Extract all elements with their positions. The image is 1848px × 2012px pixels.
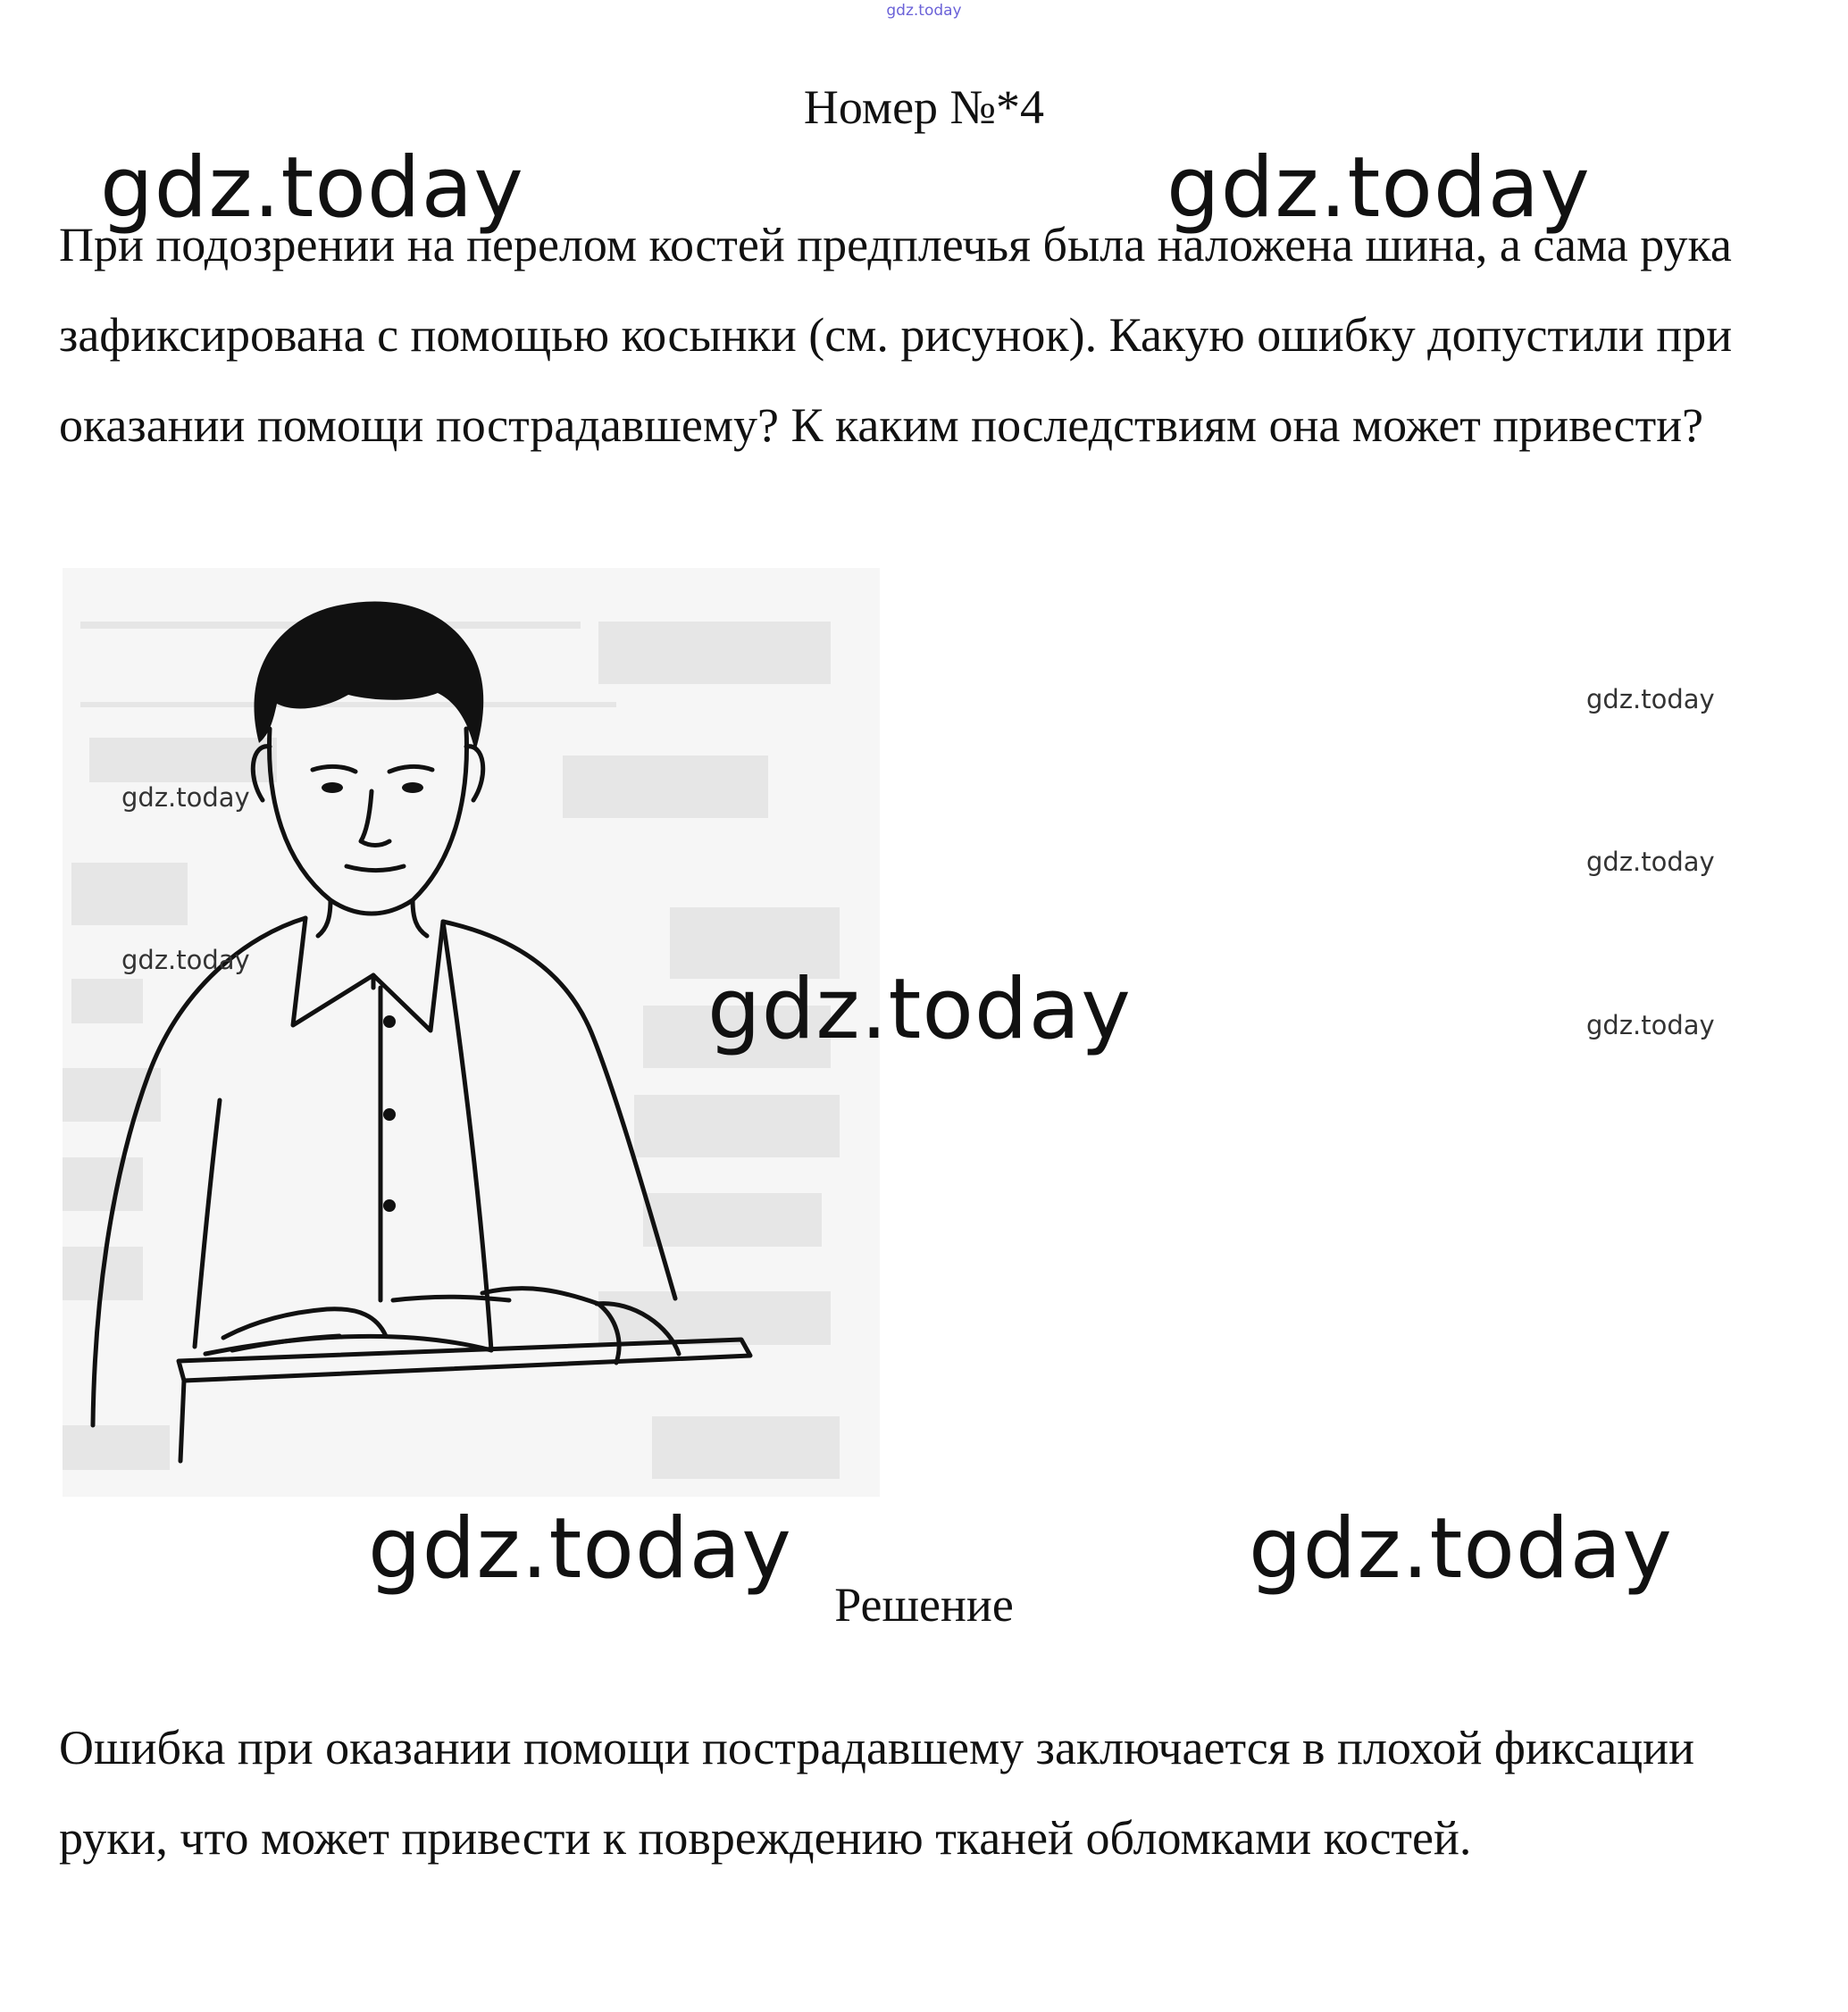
watermark: gdz.today [1586,847,1715,877]
watermark: gdz.today [1586,684,1715,714]
watermark: gdz.today [1249,1500,1673,1598]
watermark: gdz.today [707,961,1132,1058]
site-mark: gdz.today [886,2,962,20]
watermark: gdz.today [100,139,524,237]
watermark: gdz.today [121,782,250,813]
task-text: При подозрении на перелом костей предплечья была наложена шина, а сама рука зафиксирована с помощью косынки (см. рисунок). Какую ошибку допустили при оказании помощи пострадавшему? К каким последствиям она может привести? [59,218,1733,452]
watermark: gdz.today [368,1500,792,1598]
watermark: gdz.today [121,945,250,975]
page-title: Номер №*4 [803,80,1045,134]
watermark: gdz.today [1166,139,1591,237]
solution-heading: Решение [834,1578,1014,1632]
solution-text: Ошибка при оказании помощи пострадавшему заключается в плохой фиксации руки, что может привести к повреждению тканей обломками костей. [59,1721,1694,1865]
watermark: gdz.today [1586,1010,1715,1040]
